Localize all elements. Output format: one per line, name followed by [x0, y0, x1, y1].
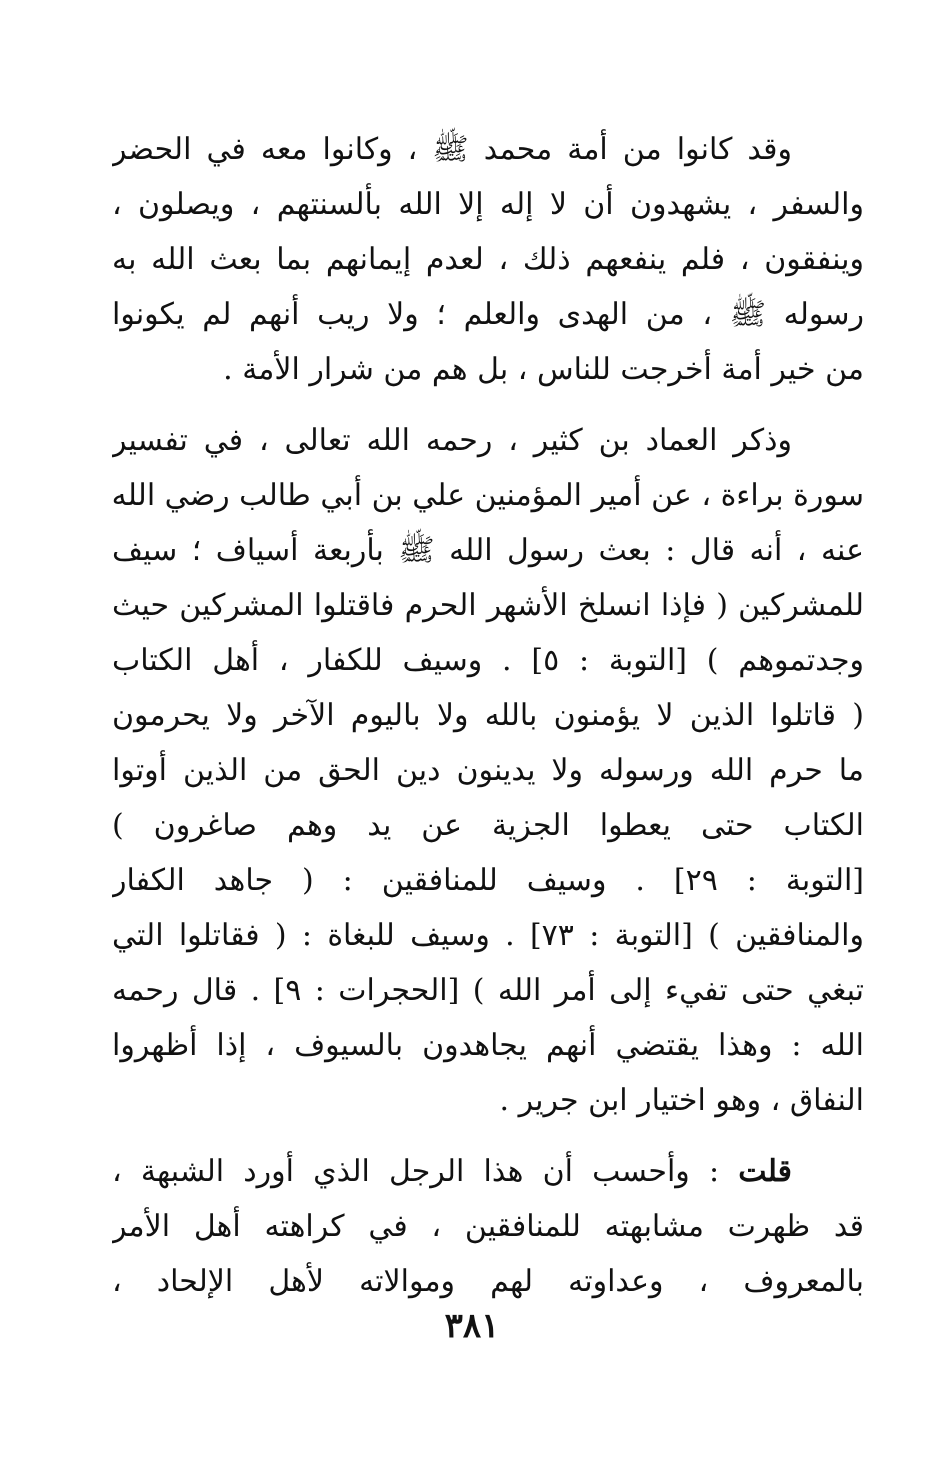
first-line-rest: : وأحسب أن هذا الرجل الذي أورد الشبهة ، — [112, 1154, 739, 1189]
text-line: وقد كانوا من أمة محمد ﷺ ، وكانوا معه في الحضر — [112, 132, 792, 167]
text-line: ( قاتلوا الذين لا يؤمنون بالله ولا باليوم الآخر ولا يحرمون — [112, 698, 864, 733]
paragraph-3 — [112, 1144, 864, 1309]
text-line: النفاق ، وهو اختيار ابن جرير . — [499, 1083, 864, 1118]
text-line: وجدتموهم ) [التوبة : ٥] . وسيف للكفار ، أهل الكتاب — [112, 643, 864, 678]
paragraph-spacer — [112, 1128, 864, 1144]
text-line: الكتاب حتى يعطوا الجزية عن يد وهم صاغرون ) — [112, 808, 864, 843]
text-line: قد ظهرت مشابهته للمنافقين ، في كراهته أهل الأمر — [112, 1209, 864, 1244]
paragraph-1 — [112, 122, 864, 397]
page-body — [112, 122, 864, 1309]
lead-word: قلت — [738, 1154, 792, 1189]
text-line: والمنافقين ) [التوبة : ٧٣] . وسيف للبغاة : ( فقاتلوا التي — [112, 918, 864, 953]
paragraph-2 — [112, 413, 864, 1128]
text-line: وينفقون ، فلم ينفعهم ذلك ، لعدم إيمانهم بما بعث الله به — [112, 242, 864, 277]
paragraph-spacer — [112, 397, 864, 413]
text-line: تبغي حتى تفيء إلى أمر الله ) [الحجرات : ٩] . قال رحمه — [112, 973, 864, 1008]
text-line: والسفر ، يشهدون أن لا إله إلا الله بألسنتهم ، ويصلون ، — [112, 187, 864, 222]
text-line: بالمعروف ، وعداوته لهم وموالاته لأهل الإلحاد ، — [112, 1264, 864, 1299]
text-line: الله : وهذا يقتضي أنهم يجاهدون بالسيوف ، إذا أظهروا — [112, 1028, 864, 1063]
text-line — [112, 1144, 864, 1199]
text-line: سورة براءة ، عن أمير المؤمنين علي بن أبي طالب رضي الله — [112, 478, 864, 513]
text-line: عنه ، أنه قال : بعث رسول الله ﷺ بأربعة أسياف ؛ سيف — [112, 533, 864, 568]
text-line: للمشركين ( فإذا انسلخ الأشهر الحرم فاقتلوا المشركين حيث — [112, 588, 864, 623]
text-line: رسوله ﷺ ، من الهدى والعلم ؛ ولا ريب أنهم لم يكونوا — [112, 297, 864, 332]
text-line: وذكر العماد بن كثير ، رحمه الله تعالى ، في تفسير — [112, 423, 792, 458]
text-line: من خير أمة أخرجت للناس ، بل هم من شرار الأمة . — [223, 352, 864, 387]
page-number: ٣٨١ — [444, 1306, 500, 1346]
text-line: ما حرم الله ورسوله ولا يدينون دين الحق من الذين أوتوا — [112, 753, 864, 788]
text-line: [التوبة : ٢٩] . وسيف للمنافقين : ( جاهد الكفار — [112, 863, 864, 898]
